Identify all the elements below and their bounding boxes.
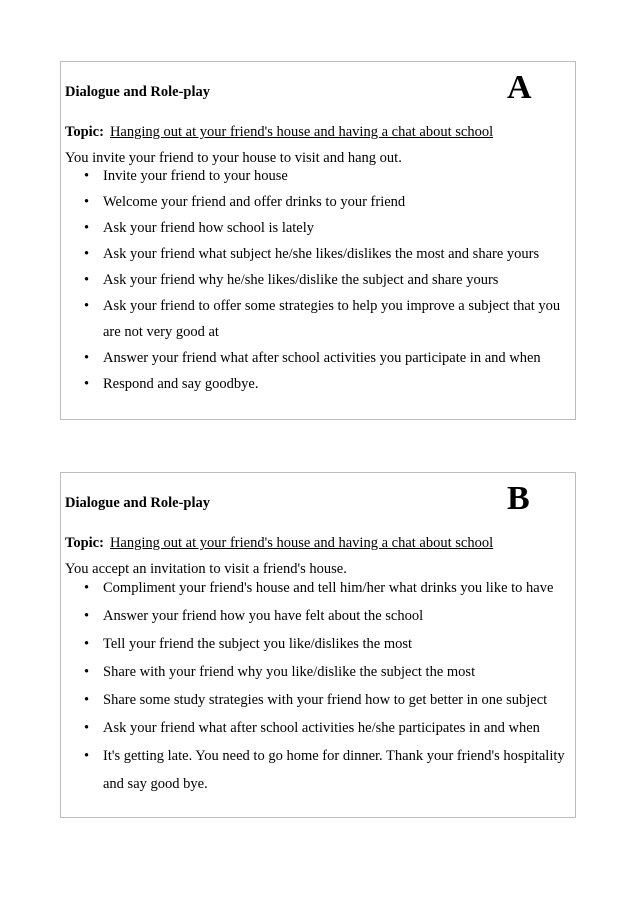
list-item: • Invite your friend to your house bbox=[61, 163, 573, 189]
intro-text: You accept an invitation to visit a friend's house. bbox=[65, 561, 347, 577]
list-item: • Answer your friend how you have felt about the school bbox=[61, 602, 573, 630]
topic-text: Hanging out at your friend's house and having a chat about school bbox=[109, 124, 494, 140]
list-item: • Ask your friend to offer some strategies to help you improve a subject that you are not very good at bbox=[61, 293, 573, 345]
list-item: • Share some study strategies with your friend how to get better in one subject bbox=[61, 686, 573, 714]
topic-label: Topic: bbox=[65, 124, 104, 140]
list-item: • Welcome your friend and offer drinks to your friend bbox=[61, 189, 573, 215]
list-item: • Ask your friend why he/she likes/dislike the subject and share yours bbox=[61, 267, 573, 293]
list-item: • Tell your friend the subject you like/dislikes the most bbox=[61, 630, 573, 658]
list-item: • Share with your friend why you like/dislike the subject the most bbox=[61, 658, 573, 686]
topic-line bbox=[65, 124, 493, 141]
topic-line bbox=[65, 535, 493, 552]
list-item: • Respond and say goodbye. bbox=[61, 371, 573, 397]
topic-text: Hanging out at your friend's house and having a chat about school bbox=[109, 535, 494, 551]
card-header: Dialogue and Role-play bbox=[65, 84, 211, 100]
list-item: • Compliment your friend's house and tell him/her what drinks you like to have bbox=[61, 574, 573, 602]
list-item: • It's getting late. You need to go home for dinner. Thank your friend's hospitality and say good bye. bbox=[61, 742, 573, 798]
list-item: • Answer your friend what after school activities you participate in and when bbox=[61, 345, 573, 371]
role-card-a bbox=[60, 61, 576, 420]
list-item: • Ask your friend what subject he/she likes/dislikes the most and share yours bbox=[61, 241, 573, 267]
role-card-b bbox=[60, 472, 576, 818]
card-header: Dialogue and Role-play bbox=[65, 495, 211, 511]
task-list bbox=[61, 574, 573, 798]
topic-label: Topic: bbox=[65, 535, 104, 551]
card-letter: A bbox=[507, 69, 532, 106]
task-list bbox=[61, 163, 573, 397]
card-letter: B bbox=[507, 480, 530, 517]
list-item: • Ask your friend how school is lately bbox=[61, 215, 573, 241]
list-item: • Ask your friend what after school activities he/she participates in and when bbox=[61, 714, 573, 742]
intro-text: You invite your friend to your house to visit and hang out. bbox=[65, 150, 402, 166]
